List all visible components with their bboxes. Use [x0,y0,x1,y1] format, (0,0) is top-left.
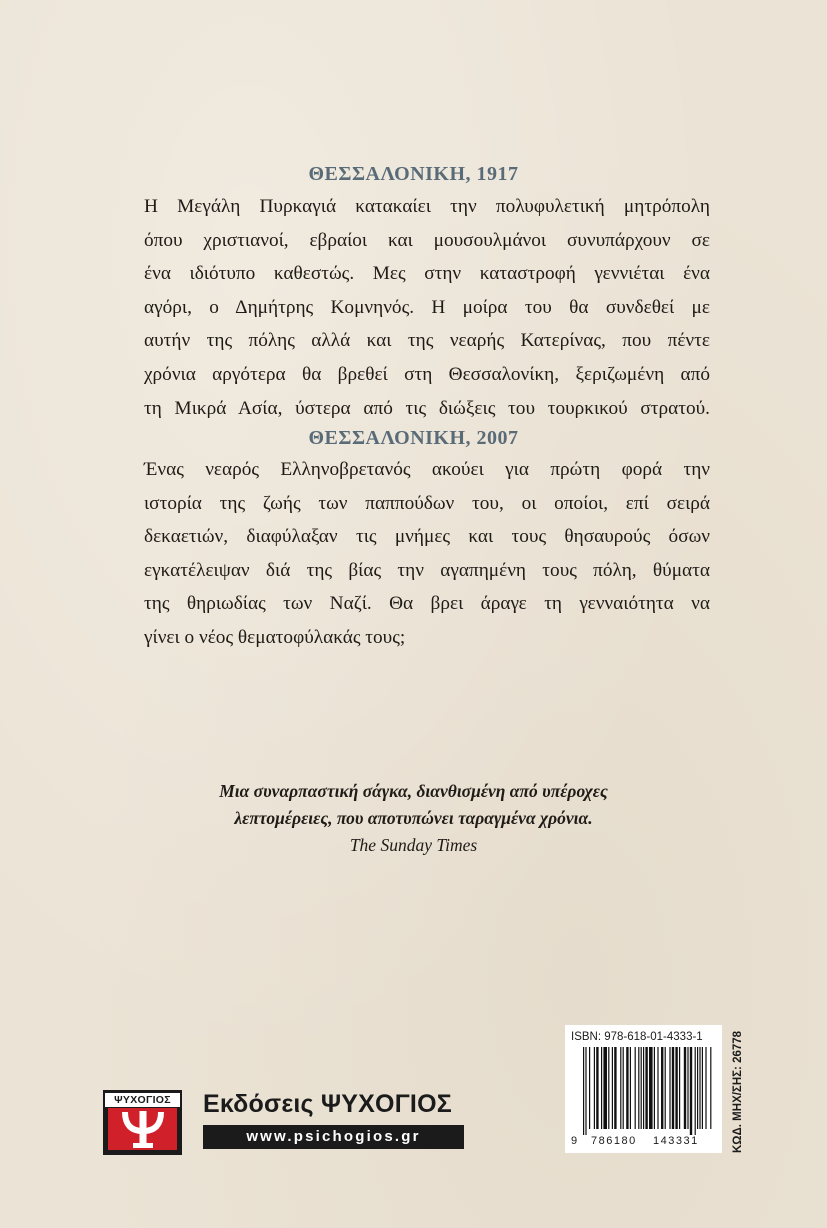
barcode-bar [649,1047,653,1129]
synopsis-line: γίνει ο νέος θεματοφύλακάς τους; [144,626,406,648]
barcode-bar [679,1047,680,1129]
barcode-bar [635,1047,636,1129]
synopsis-line: της θηριωδίας των Ναζί. Θα βρει άραγε τη γενναιότητα να [144,593,710,615]
barcode-bar [585,1047,586,1135]
quote-source: The Sunday Times [349,835,478,855]
barcode-bar [710,1047,711,1129]
section-title-1917: ΘΕΣΣΑΛΟΝΙΚΗ, 1917 [308,163,519,185]
barcode-bar [705,1047,706,1129]
psi-icon [119,1109,167,1150]
synopsis-line: τη Μικρά Ασία, ύστερα από τις διώξεις του τουρκικού στρατού. [144,397,710,419]
barcode-bar [702,1047,703,1129]
barcode-bar [596,1047,598,1129]
barcode-bar [672,1047,674,1129]
barcode-bar [661,1047,663,1129]
product-code: ΚΩΔ. ΜΗΧ/ΣΗΣ: 26778 [732,1030,744,1153]
publisher-emblem [103,1090,182,1155]
barcode-bar [645,1047,647,1129]
barcode-bar [638,1047,639,1129]
barcode-bar [665,1047,666,1129]
barcode-bar [608,1047,609,1129]
barcode-bar [630,1047,631,1129]
synopsis-line: ιστορία της ζωής των παππούδων του, οι οποίοι, επί σειρά [144,492,710,514]
synopsis-line: αγόρι, ο Δημήτρης Κομνηνός. Η μοίρα του θα συνδεθεί με [144,296,710,318]
synopsis-line: όπου χριστιανοί, εβραίοι και μουσουλμάνοι συνυπάρχουν σε [144,229,710,251]
barcode-bar [675,1047,677,1129]
publisher-url: www.psichogios.gr [203,1125,464,1149]
barcode-digit-first: 9 [571,1135,578,1147]
barcode-bar [626,1047,628,1129]
synopsis-line: αυτήν της πόλης αλλά και της νεαρής Κατερίνας, που πέντε [144,330,710,352]
isbn-label: ISBN: 978-618-01-4333-1 [571,1031,703,1043]
synopsis-line: ένα ιδιότυπο καθεστώς. Μες στην καταστροφή γεννιέται ένα [144,263,710,285]
barcode-bar [654,1047,655,1129]
barcode-bar [657,1047,658,1129]
barcode-bar [612,1047,613,1129]
synopsis-paragraph-2007 [144,453,710,655]
barcode-bar [614,1047,616,1129]
barcode-digits-right: 143331 [653,1135,699,1147]
barcode-bar [687,1047,688,1129]
barcode-bar [623,1047,624,1129]
barcode-digits-left: 786180 [591,1135,637,1147]
synopsis-line: εγκατέλειψαν διά της βίας την αγαπημένη τους πόλη, θύματα [144,559,710,581]
barcode-bar [690,1047,692,1135]
barcode-bar [684,1047,686,1129]
barcode-bar [643,1047,644,1129]
barcode-bar [603,1047,607,1129]
synopsis-line: Η Μεγάλη Πυρκαγιά κατακαίει την πολυφυλετική μητρόπολη [144,196,710,217]
barcode-bar [697,1047,698,1129]
synopsis-line: Ένας νεαρός Ελληνοβρετανός ακούει για πρώτη φορά την [144,459,710,480]
barcode-bar [641,1047,642,1129]
synopsis-line: δεκαετιών, διαφύλαξαν τις μνήμες και τους θησαυρούς όσων [144,526,710,548]
barcode-bar [620,1047,621,1129]
barcode-bar [583,1047,584,1135]
publisher-name: Εκδόσεις ΨΥΧΟΓΙΟΣ [203,1090,452,1118]
barcode-bar [669,1047,670,1129]
emblem-name: ΨΥΧΟΓΙΟΣ [105,1093,180,1107]
quote-line: λεπτομέρειες, που αποτυπώνει ταραγμένα χρόνια. [234,808,593,828]
barcode-bar [601,1047,602,1129]
synopsis-paragraph-1917 [144,190,710,425]
synopsis-line: χρόνια αργότερα θα βρεθεί στη Θεσσαλονίκη, ξεριζωμένη από [144,363,710,385]
barcode-bar [695,1047,696,1135]
barcode-bar [594,1047,595,1129]
isbn-barcode [565,1025,722,1153]
section-title-2007: ΘΕΣΣΑΛΟΝΙΚΗ, 2007 [308,427,519,449]
review-quote [0,778,827,859]
barcode-bar [589,1047,590,1129]
barcode-bar [699,1047,700,1129]
barcode-bars [571,1047,716,1135]
quote-line: Μια συναρπαστική σάγκα, διανθισμένη από υπέροχες [219,781,608,801]
